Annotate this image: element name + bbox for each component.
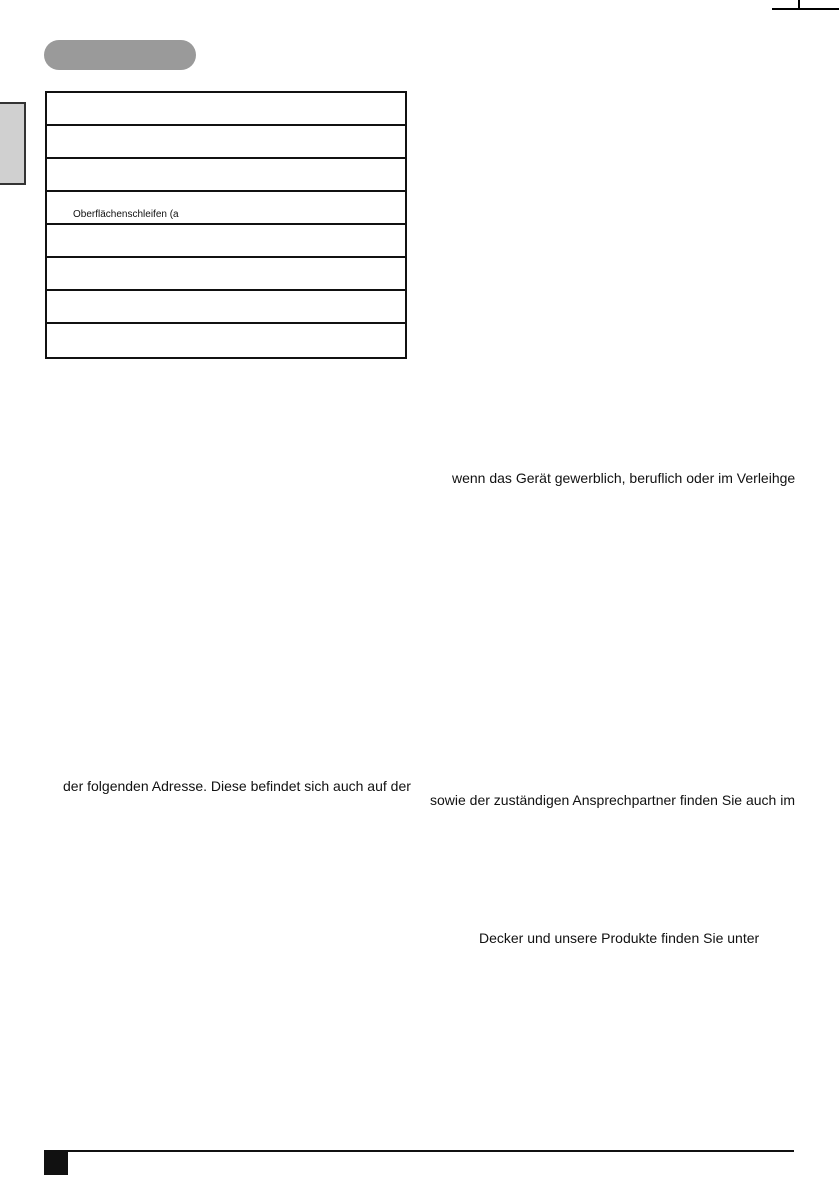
table-row-label: Oberflächenschleifen (a [73,209,179,220]
crop-mark-horizontal [772,8,839,10]
technical-data-table [45,91,407,359]
warranty-text-line: wenn das Gerät gewerblich, beruflich oder im Verleihge [452,470,796,486]
table-row [47,126,405,159]
address-text-line: der folgenden Adresse. Diese befindet sich auch auf der [63,778,411,794]
footer-rule [44,1150,794,1152]
crop-mark-vertical [798,0,800,10]
table-row [47,159,405,192]
section-header-pill [44,40,196,70]
contacts-text-line: sowie der zuständigen Ansprechpartner finden Sie auch im [430,792,795,808]
language-side-tab [0,102,26,185]
products-text-line: Decker und unsere Produkte finden Sie unter [479,930,760,946]
page-number-box [44,1151,68,1175]
table-row [47,93,405,126]
table-row [47,225,405,258]
table-row [47,291,405,324]
table-row [47,324,405,357]
table-row [47,192,405,225]
table-row [47,258,405,291]
